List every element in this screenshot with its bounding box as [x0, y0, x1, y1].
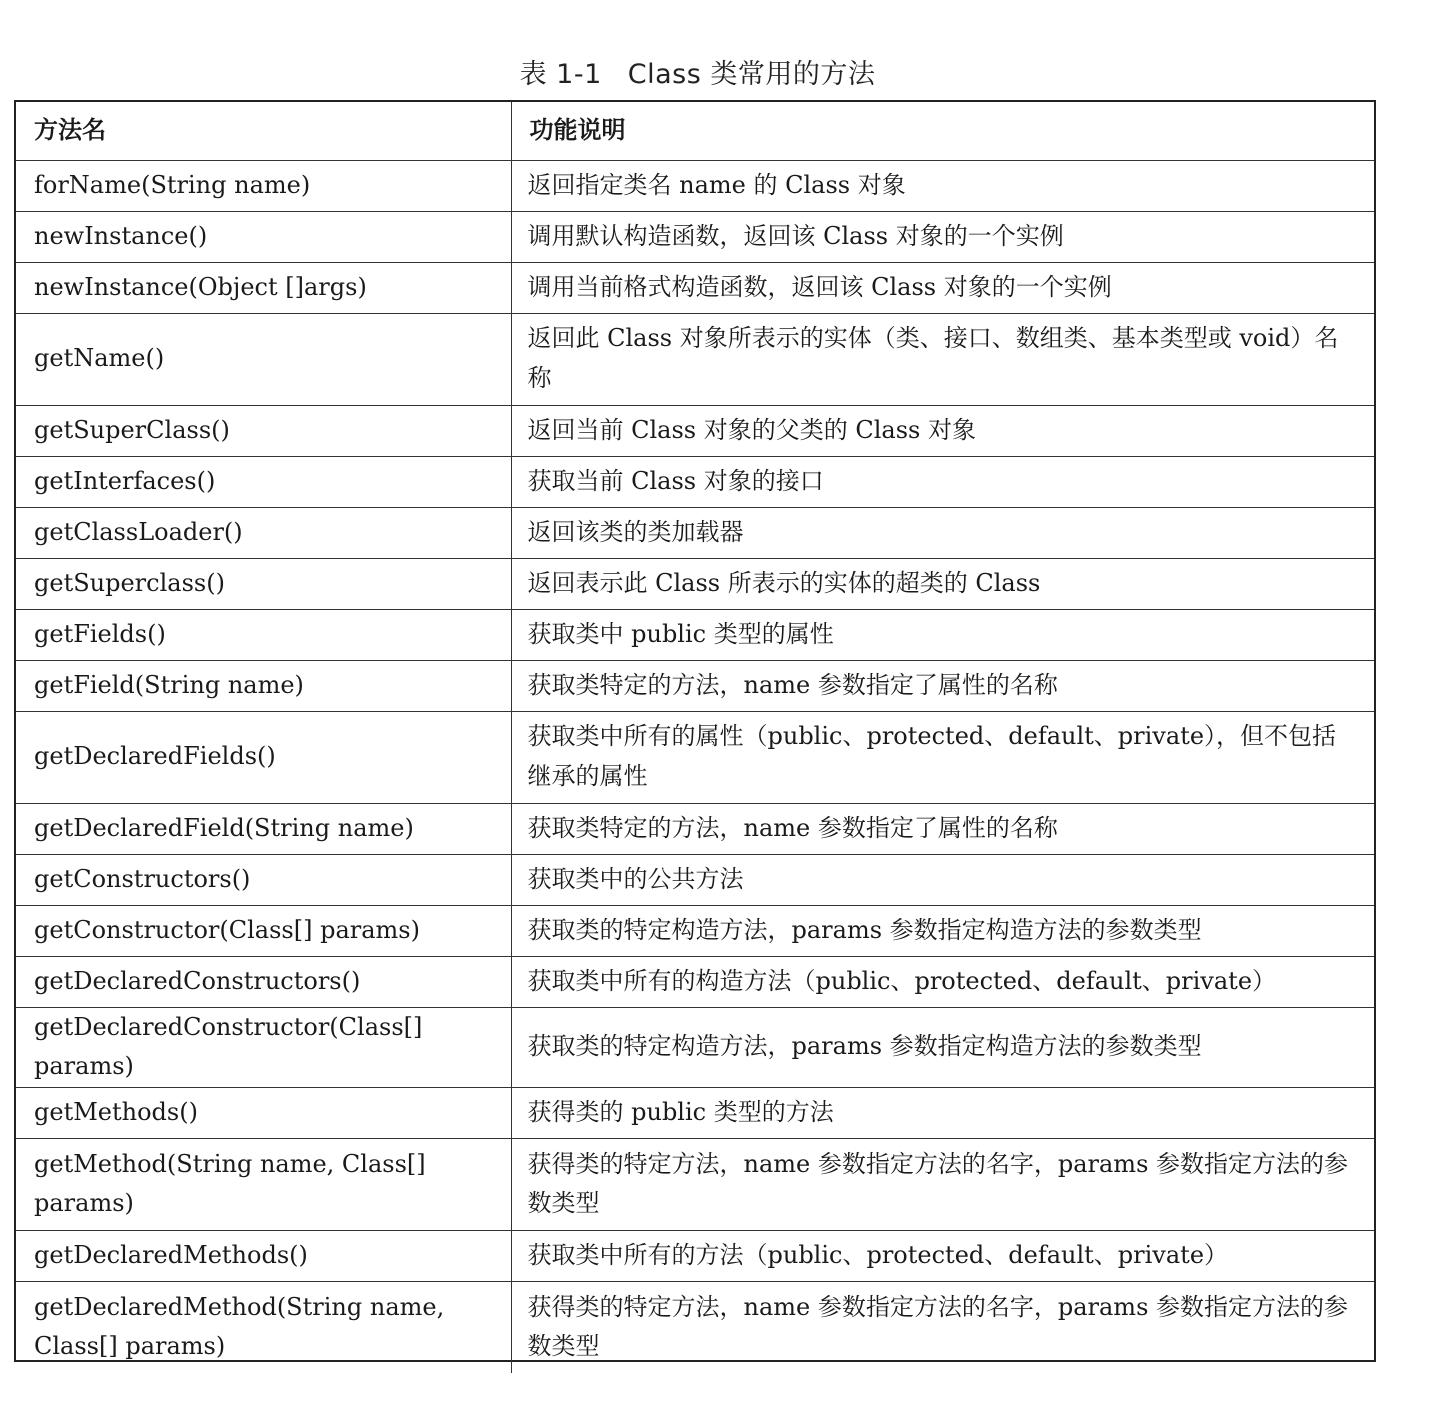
description-cell: 获取类中的公共方法: [511, 854, 1374, 905]
description-cell: 获取类特定的方法，name 参数指定了属性的名称: [511, 803, 1374, 854]
description-cell: 获得类的 public 类型的方法: [511, 1087, 1374, 1138]
table-row: [16, 956, 1374, 1007]
method-cell: getDeclaredMethod(String name, Class[] params): [16, 1281, 511, 1373]
method-cell: getDeclaredConstructors(): [16, 956, 511, 1007]
table-row: [16, 711, 1374, 803]
table-row: [16, 211, 1374, 262]
description-cell: 获取类中所有的属性（public、protected、default、private），但不包括继承的属性: [511, 711, 1374, 803]
methods-table: [16, 102, 1374, 1373]
table-row: [16, 1230, 1374, 1281]
description-cell: 调用当前格式构造函数，返回该 Class 对象的一个实例: [511, 262, 1374, 313]
table-row: [16, 1281, 1374, 1373]
method-cell: getMethods(): [16, 1087, 511, 1138]
description-cell: 获取类中所有的构造方法（public、protected、default、private）: [511, 956, 1374, 1007]
table-row: [16, 905, 1374, 956]
table-row: [16, 609, 1374, 660]
table-row: [16, 558, 1374, 609]
description-cell: 获得类的特定方法，name 参数指定方法的名字，params 参数指定方法的参数类型: [511, 1138, 1374, 1230]
table-number: 表 1-1: [519, 59, 602, 90]
method-cell: getDeclaredFields(): [16, 711, 511, 803]
method-cell: getField(String name): [16, 660, 511, 711]
header-description: 功能说明: [511, 102, 1374, 160]
method-cell: getMethod(String name, Class[] params): [16, 1138, 511, 1230]
table-caption: [0, 52, 1395, 91]
method-cell: newInstance(Object []args): [16, 262, 511, 313]
table-row: [16, 405, 1374, 456]
method-cell: getDeclaredMethods(): [16, 1230, 511, 1281]
table-row: [16, 262, 1374, 313]
method-cell: getClassLoader(): [16, 507, 511, 558]
method-cell: forName(String name): [16, 160, 511, 211]
description-cell: 返回该类的类加载器: [511, 507, 1374, 558]
description-cell: 获取类中所有的方法（public、protected、default、private）: [511, 1230, 1374, 1281]
table-row: [16, 160, 1374, 211]
description-cell: 返回此 Class 对象所表示的实体（类、接口、数组类、基本类型或 void）名称: [511, 313, 1374, 405]
table-header-row: [16, 102, 1374, 160]
description-cell: 获取类中 public 类型的属性: [511, 609, 1374, 660]
table-row: [16, 507, 1374, 558]
description-cell: 调用默认构造函数，返回该 Class 对象的一个实例: [511, 211, 1374, 262]
description-cell: 获取当前 Class 对象的接口: [511, 456, 1374, 507]
method-cell: newInstance(): [16, 211, 511, 262]
method-cell: getDeclaredConstructor(Class[] params): [16, 1007, 511, 1087]
table-row: [16, 313, 1374, 405]
method-cell: getDeclaredField(String name): [16, 803, 511, 854]
table-row: [16, 854, 1374, 905]
table-row: [16, 1087, 1374, 1138]
method-cell: getSuperclass(): [16, 558, 511, 609]
description-cell: 返回当前 Class 对象的父类的 Class 对象: [511, 405, 1374, 456]
description-cell: 返回指定类名 name 的 Class 对象: [511, 160, 1374, 211]
method-cell: getFields(): [16, 609, 511, 660]
table-row: [16, 660, 1374, 711]
method-cell: getConstructor(Class[] params): [16, 905, 511, 956]
method-cell: getConstructors(): [16, 854, 511, 905]
description-cell: 获得类的特定方法，name 参数指定方法的名字，params 参数指定方法的参数类型: [511, 1281, 1374, 1373]
table-row: [16, 1138, 1374, 1230]
method-cell: getName(): [16, 313, 511, 405]
table-title: Class 类常用的方法: [627, 59, 876, 90]
methods-table-frame: [14, 100, 1376, 1362]
description-cell: 返回表示此 Class 所表示的实体的超类的 Class: [511, 558, 1374, 609]
description-cell: 获取类的特定构造方法，params 参数指定构造方法的参数类型: [511, 905, 1374, 956]
description-cell: 获取类特定的方法，name 参数指定了属性的名称: [511, 660, 1374, 711]
table-row: [16, 1007, 1374, 1087]
description-cell: 获取类的特定构造方法，params 参数指定构造方法的参数类型: [511, 1007, 1374, 1087]
method-cell: getSuperClass(): [16, 405, 511, 456]
method-cell: getInterfaces(): [16, 456, 511, 507]
table-row: [16, 803, 1374, 854]
table-row: [16, 456, 1374, 507]
header-method-name: 方法名: [16, 102, 511, 160]
